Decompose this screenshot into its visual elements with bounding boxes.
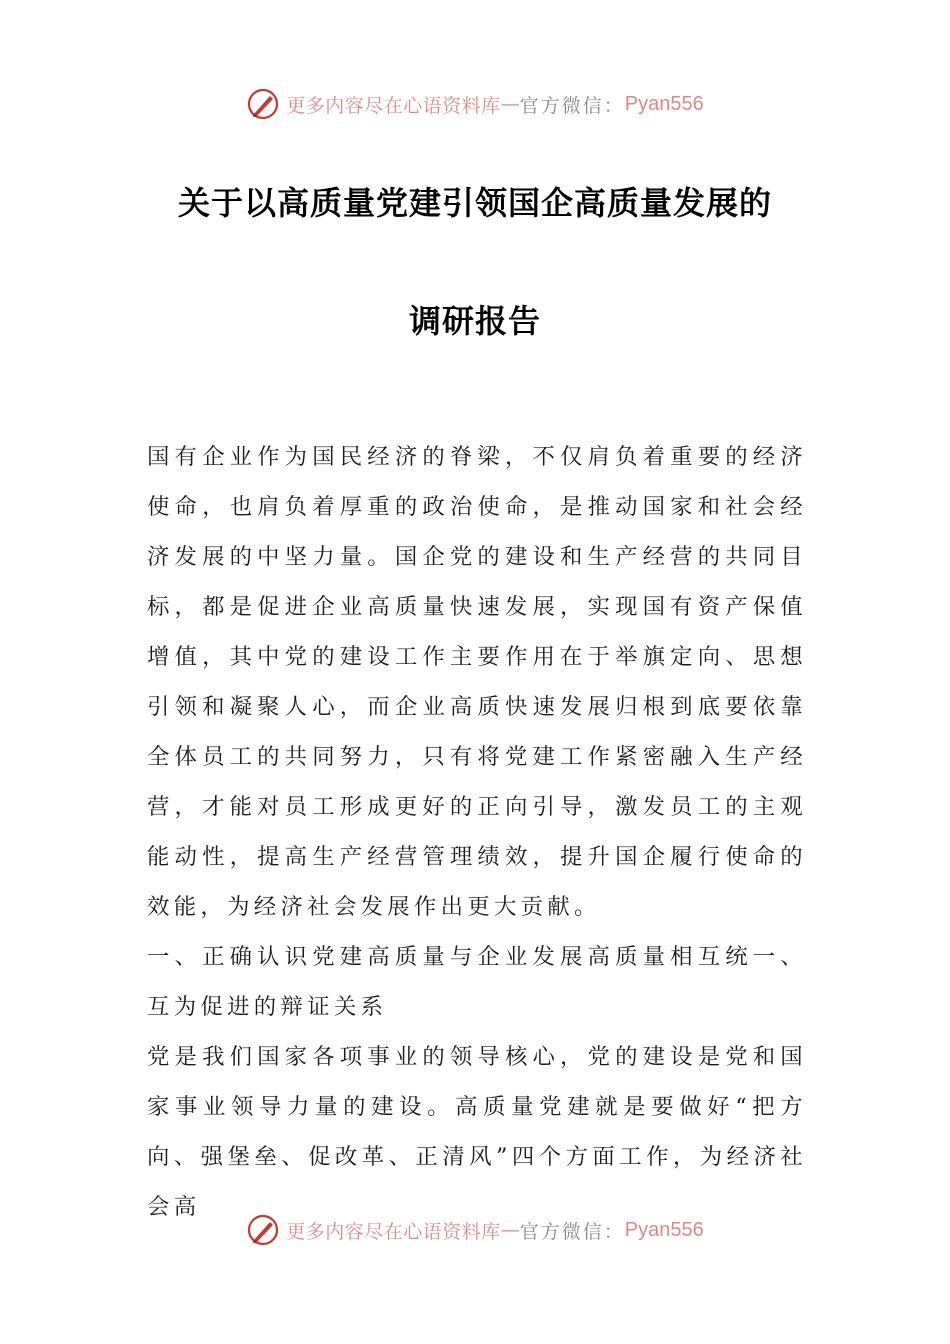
document-body [147, 432, 807, 1232]
footer-watermark [0, 1210, 950, 1250]
watermark-wechat-id: Pyan556 [624, 92, 704, 115]
watermark-separator: — [500, 1219, 520, 1241]
pen-logo-icon [246, 87, 280, 121]
header-watermark [0, 84, 950, 124]
pen-logo-icon [246, 1213, 280, 1247]
watermark-sub-text: 官方微信： [519, 1220, 625, 1243]
document-title-line-2: 调研报告 [408, 302, 541, 340]
watermark-main-text: 更多内容尽在心语资料库 [286, 1220, 501, 1243]
watermark-wechat-id: Pyan556 [624, 1218, 704, 1241]
watermark-main-text: 更多内容尽在心语资料库 [286, 94, 501, 117]
section-heading-1: 一、正确认识党建高质量与企业发展高质量相互统一、互为促进的辩证关系 [147, 944, 807, 1020]
paragraph-section-1: 党是我们国家各项事业的领导核心，党的建设是党和国家事业领导力量的建设。高质量党建就是要做好“把方向、强堡垒、促改革、正清风”四个方面工作，为经济社会高 [147, 1044, 807, 1220]
paragraph-intro: 国有企业作为国民经济的脊梁，不仅肩负着重要的经济使命，也肩负着厚重的政治使命，是推动国家和社会经济发展的中坚力量。国企党的建设和生产经营的共同目标，都是促进企业高质量快速发展，实现国有资产保值增值，其中党的建设工作主要作用在于举旗定向、思想引领和凝聚人心，而企业高质快速发展归根到底要依靠全体员工的共同努力，只有将党建工作紧密融入生产经营，才能对员工形成更好的正向引导，激发员工的主观能动性，提高生产经营管理绩效，提升国企履行使命的效能，为经济社会发展作出更大贡献。 [147, 444, 807, 920]
watermark-sub-text: 官方微信： [519, 94, 625, 117]
document-title-line-1: 关于以高质量党建引领国企高质量发展的 [177, 184, 772, 222]
watermark-separator: — [500, 93, 520, 115]
